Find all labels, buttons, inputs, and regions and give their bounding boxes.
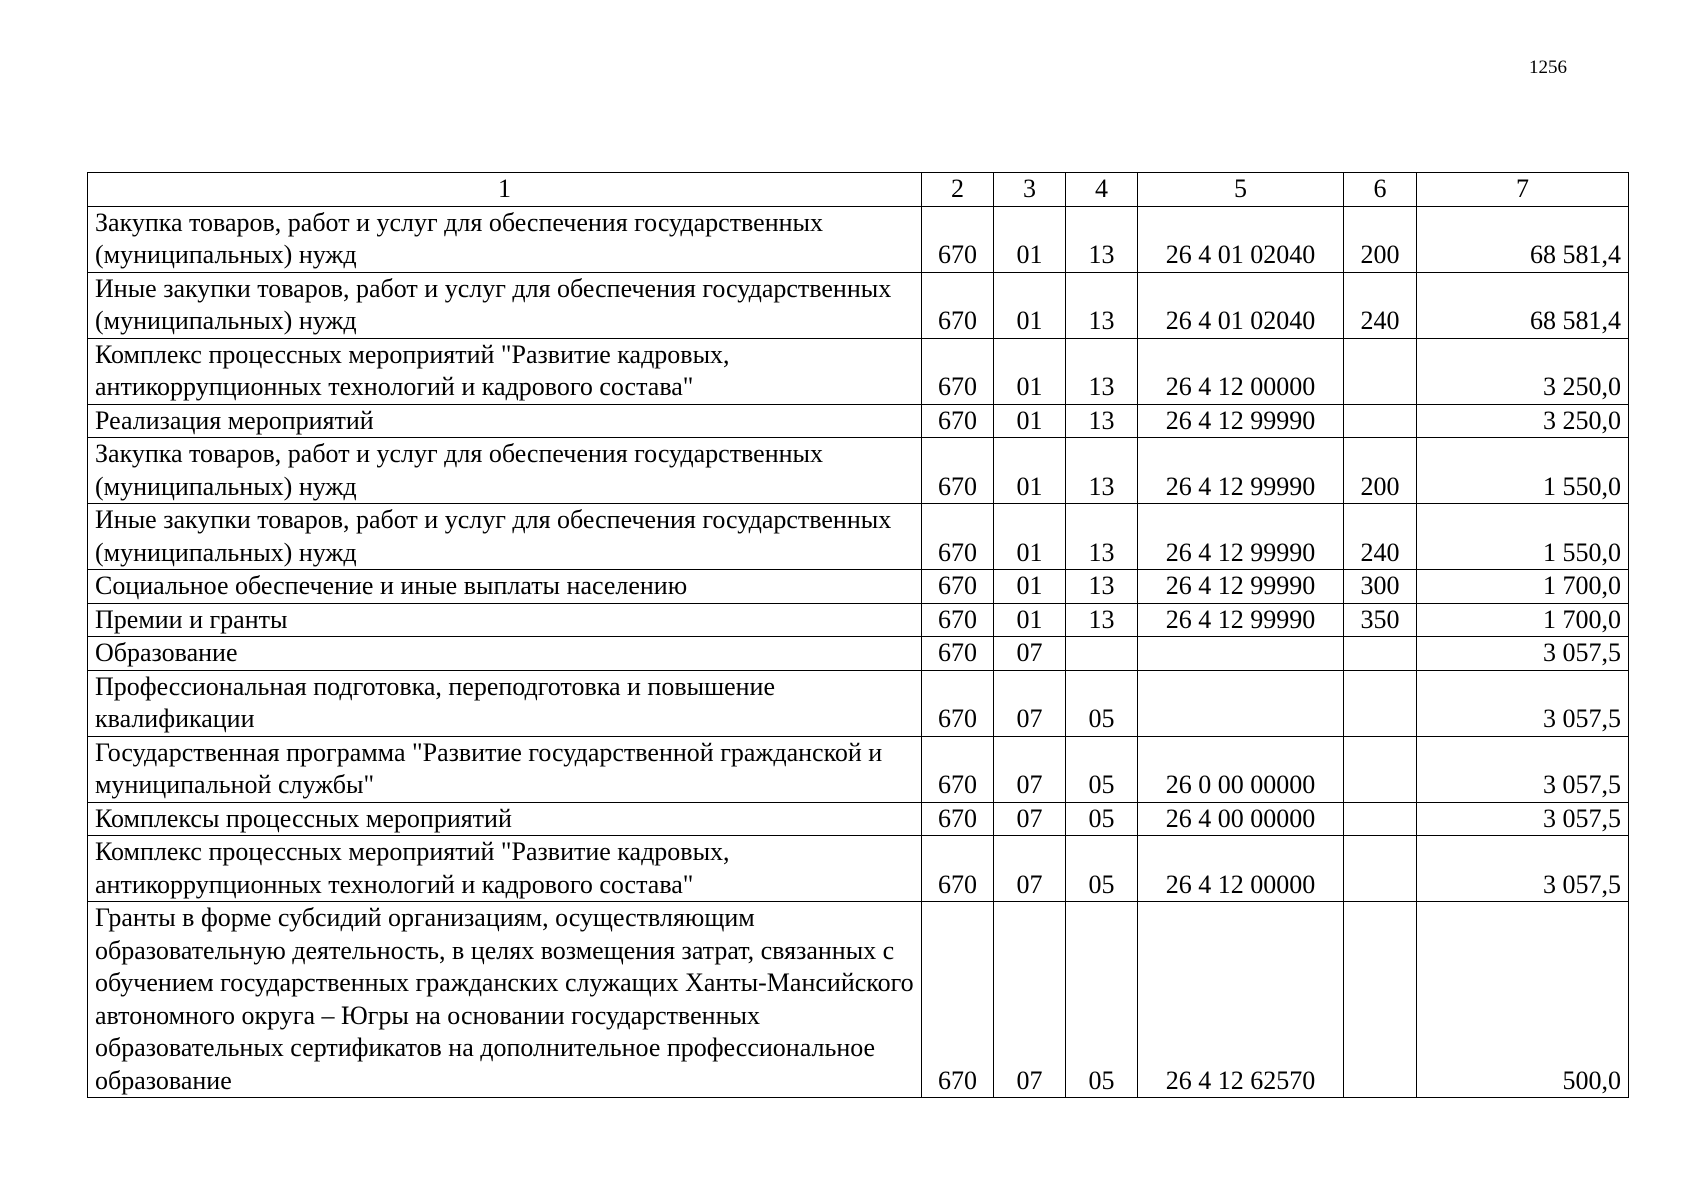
table-row [88,902,1629,1098]
row-expense-type [1344,836,1417,902]
row-subsection: 05 [1066,670,1138,736]
row-name: Профессиональная подготовка, переподготовка и повышение квалификации [88,670,922,736]
row-section: 07 [994,902,1066,1098]
row-amount: 3 250,0 [1417,404,1629,438]
row-amount: 1 550,0 [1417,504,1629,570]
row-grbs: 670 [922,670,994,736]
row-section: 01 [994,338,1066,404]
row-amount: 68 581,4 [1417,206,1629,272]
table-row [88,504,1629,570]
row-name: Комплекс процессных мероприятий "Развитие кадровых, антикоррупционных технологий и кадрового состава" [88,338,922,404]
row-section: 01 [994,438,1066,504]
row-amount: 3 057,5 [1417,836,1629,902]
row-subsection: 13 [1066,570,1138,604]
row-name: Гранты в форме субсидий организациям, осуществляющим образовательную деятельность, в целях возмещения затрат, связанных с обучением государственных гражданских служащих Ханты-Мансийского автономного округа – Югры на основании государственных образовательных сертификатов на дополнительное профессиональное образование [88,902,922,1098]
row-subsection: 13 [1066,404,1138,438]
row-amount: 1 700,0 [1417,603,1629,637]
table-row [88,736,1629,802]
row-grbs: 670 [922,637,994,671]
row-name: Государственная программа "Развитие государственной гражданской и муниципальной службы" [88,736,922,802]
row-expense-type [1344,902,1417,1098]
row-expense-type: 200 [1344,438,1417,504]
row-expense-type: 240 [1344,504,1417,570]
row-target-article: 26 4 12 00000 [1138,338,1344,404]
table-body [88,206,1629,1098]
row-section: 07 [994,836,1066,902]
header-col-3: 3 [994,173,1066,207]
header-col-1: 1 [88,173,922,207]
row-name: Комплексы процессных мероприятий [88,802,922,836]
row-subsection: 05 [1066,802,1138,836]
row-target-article: 26 4 12 99990 [1138,404,1344,438]
row-expense-type: 350 [1344,603,1417,637]
row-grbs: 670 [922,504,994,570]
table-row [88,637,1629,671]
row-grbs: 670 [922,338,994,404]
row-subsection: 13 [1066,504,1138,570]
row-grbs: 670 [922,404,994,438]
row-target-article: 26 4 12 62570 [1138,902,1344,1098]
row-grbs: 670 [922,603,994,637]
row-target-article: 26 4 12 00000 [1138,836,1344,902]
row-target-article [1138,637,1344,671]
header-col-2: 2 [922,173,994,207]
row-subsection: 05 [1066,736,1138,802]
table-row [88,338,1629,404]
row-target-article [1138,670,1344,736]
row-subsection: 13 [1066,272,1138,338]
header-col-5: 5 [1138,173,1344,207]
row-section: 07 [994,670,1066,736]
row-amount: 3 250,0 [1417,338,1629,404]
row-target-article: 26 4 00 00000 [1138,802,1344,836]
row-amount: 1 700,0 [1417,570,1629,604]
row-subsection [1066,637,1138,671]
row-expense-type [1344,670,1417,736]
row-expense-type [1344,802,1417,836]
table-row [88,438,1629,504]
row-target-article: 26 4 12 99990 [1138,504,1344,570]
row-expense-type: 200 [1344,206,1417,272]
row-target-article: 26 4 12 99990 [1138,603,1344,637]
header-col-6: 6 [1344,173,1417,207]
row-name: Иные закупки товаров, работ и услуг для обеспечения государственных (муниципальных) нужд [88,504,922,570]
row-subsection: 05 [1066,902,1138,1098]
table-row [88,272,1629,338]
table-row [88,802,1629,836]
row-section: 01 [994,504,1066,570]
row-grbs: 670 [922,570,994,604]
row-expense-type [1344,338,1417,404]
row-amount: 1 550,0 [1417,438,1629,504]
page-number: 1256 [1529,57,1567,78]
row-expense-type: 240 [1344,272,1417,338]
row-section: 01 [994,603,1066,637]
row-grbs: 670 [922,902,994,1098]
row-expense-type [1344,404,1417,438]
row-section: 01 [994,272,1066,338]
row-name: Образование [88,637,922,671]
row-section: 01 [994,206,1066,272]
row-name: Социальное обеспечение и иные выплаты населению [88,570,922,604]
table-row [88,206,1629,272]
row-grbs: 670 [922,802,994,836]
header-col-4: 4 [1066,173,1138,207]
row-grbs: 670 [922,438,994,504]
row-target-article: 26 4 01 02040 [1138,272,1344,338]
table-row [88,670,1629,736]
row-expense-type [1344,637,1417,671]
row-grbs: 670 [922,736,994,802]
row-expense-type [1344,736,1417,802]
row-grbs: 670 [922,272,994,338]
table-row [88,404,1629,438]
row-target-article: 26 4 12 99990 [1138,570,1344,604]
row-subsection: 05 [1066,836,1138,902]
row-subsection: 13 [1066,438,1138,504]
row-amount: 500,0 [1417,902,1629,1098]
row-section: 01 [994,570,1066,604]
row-subsection: 13 [1066,338,1138,404]
row-subsection: 13 [1066,206,1138,272]
row-grbs: 670 [922,836,994,902]
row-amount: 3 057,5 [1417,670,1629,736]
row-section: 07 [994,802,1066,836]
row-section: 07 [994,637,1066,671]
table-row [88,570,1629,604]
table-row [88,603,1629,637]
row-section: 01 [994,404,1066,438]
row-amount: 68 581,4 [1417,272,1629,338]
row-target-article: 26 0 00 00000 [1138,736,1344,802]
budget-table [87,172,1629,1098]
row-expense-type: 300 [1344,570,1417,604]
row-amount: 3 057,5 [1417,802,1629,836]
row-amount: 3 057,5 [1417,637,1629,671]
table-header-row [88,173,1629,207]
row-section: 07 [994,736,1066,802]
row-name: Комплекс процессных мероприятий "Развитие кадровых, антикоррупционных технологий и кадрового состава" [88,836,922,902]
row-amount: 3 057,5 [1417,736,1629,802]
header-col-7: 7 [1417,173,1629,207]
row-name: Закупка товаров, работ и услуг для обеспечения государственных (муниципальных) нужд [88,206,922,272]
row-subsection: 13 [1066,603,1138,637]
table-row [88,836,1629,902]
row-name: Реализация мероприятий [88,404,922,438]
row-target-article: 26 4 12 99990 [1138,438,1344,504]
row-name: Премии и гранты [88,603,922,637]
row-name: Иные закупки товаров, работ и услуг для обеспечения государственных (муниципальных) нужд [88,272,922,338]
row-name: Закупка товаров, работ и услуг для обеспечения государственных (муниципальных) нужд [88,438,922,504]
row-target-article: 26 4 01 02040 [1138,206,1344,272]
row-grbs: 670 [922,206,994,272]
